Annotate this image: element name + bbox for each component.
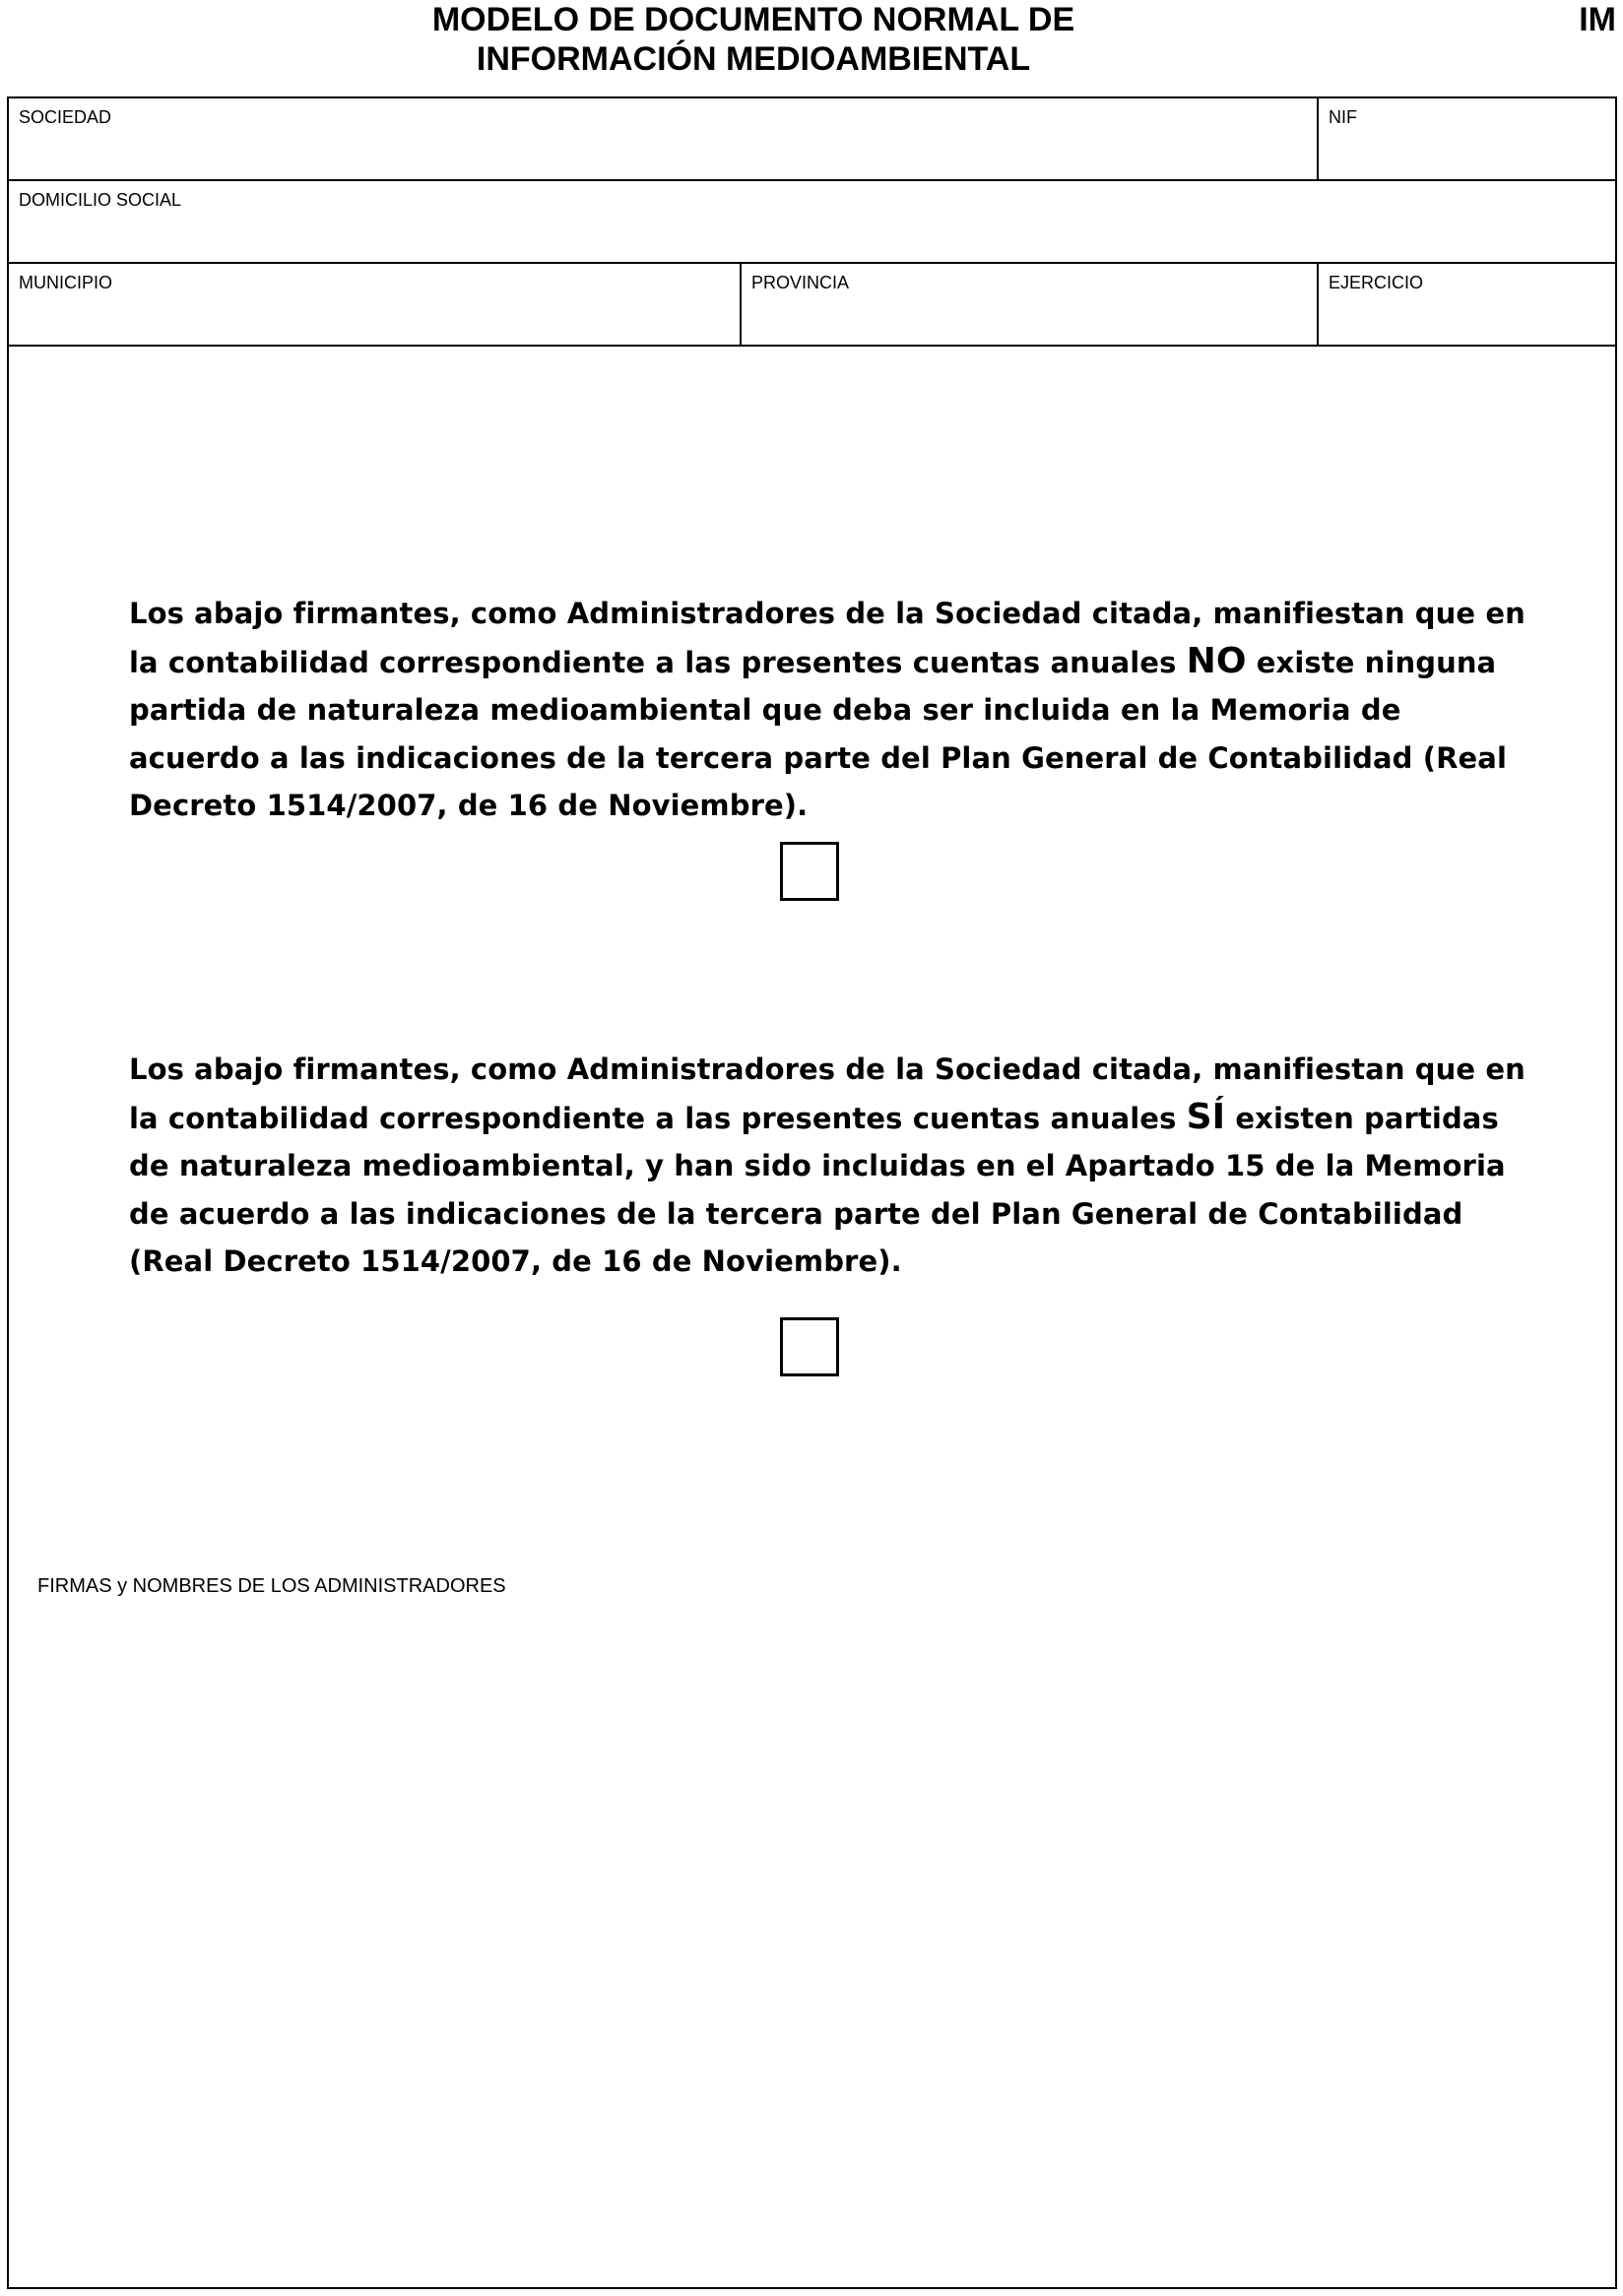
document-title: [0, 0, 1507, 79]
ejercicio-field[interactable]: [1317, 264, 1617, 345]
title-line-2: INFORMACIÓN MEDIOAMBIENTAL: [476, 40, 1031, 78]
statement-si-text-after: existen partidas de naturaleza medioambiental, y han sido incluidas en el Apartado 15 de la Memoria de acuerdo a las indicaciones de la tercera parte del Plan General de Contabilidad (Real Decreto 1514/2007, de 16 de Noviembre).: [129, 1101, 1506, 1278]
statement-si-emphasis: SÍ: [1186, 1096, 1226, 1137]
row-sociedad-nif: [9, 98, 1615, 181]
ejercicio-label: EJERCICIO: [1329, 273, 1424, 292]
row-domicilio: [9, 181, 1615, 264]
nif-field[interactable]: [1317, 98, 1617, 179]
title-line-1: MODELO DE DOCUMENTO NORMAL DE: [431, 1, 1075, 38]
municipio-label: MUNICIPIO: [19, 273, 113, 292]
statement-no: [129, 590, 1527, 830]
municipio-field[interactable]: [9, 264, 740, 345]
statement-no-text-before: Los abajo firmantes, como Administradores de la Sociedad citada, manifiestan que en la contabilidad correspondiente a las presentes cuentas anuales: [129, 597, 1526, 679]
provincia-label: PROVINCIA: [751, 273, 850, 292]
checkbox-si[interactable]: [780, 1317, 839, 1376]
signatures-label: FIRMAS y NOMBRES DE LOS ADMINISTRADORES: [37, 1575, 506, 1597]
statement-si: [129, 1046, 1527, 1286]
statement-no-text-after: existe ninguna partida de naturaleza medioambiental que deba ser incluida en la Memoria de acuerdo a las indicaciones de la tercera parte del Plan General de Contabilidad (Real Decreto 1514/2007, de 16 de Noviembre).: [129, 645, 1507, 822]
nif-label: NIF: [1329, 107, 1357, 127]
checkbox-no[interactable]: [780, 842, 839, 901]
statement-no-emphasis: NO: [1186, 640, 1247, 681]
statement-si-text-before: Los abajo firmantes, como Administradores de la Sociedad citada, manifiestan que en la contabilidad correspondiente a las presentes cuentas anuales: [129, 1052, 1526, 1135]
provincia-field[interactable]: [740, 264, 1317, 345]
sociedad-field[interactable]: [9, 98, 1317, 179]
domicilio-social-label: DOMICILIO SOCIAL: [19, 190, 182, 210]
sociedad-label: SOCIEDAD: [19, 107, 112, 127]
form-code: IM: [1579, 1, 1616, 38]
row-municipio-provincia-ejercicio: [9, 264, 1615, 347]
domicilio-social-field[interactable]: [9, 181, 1615, 262]
